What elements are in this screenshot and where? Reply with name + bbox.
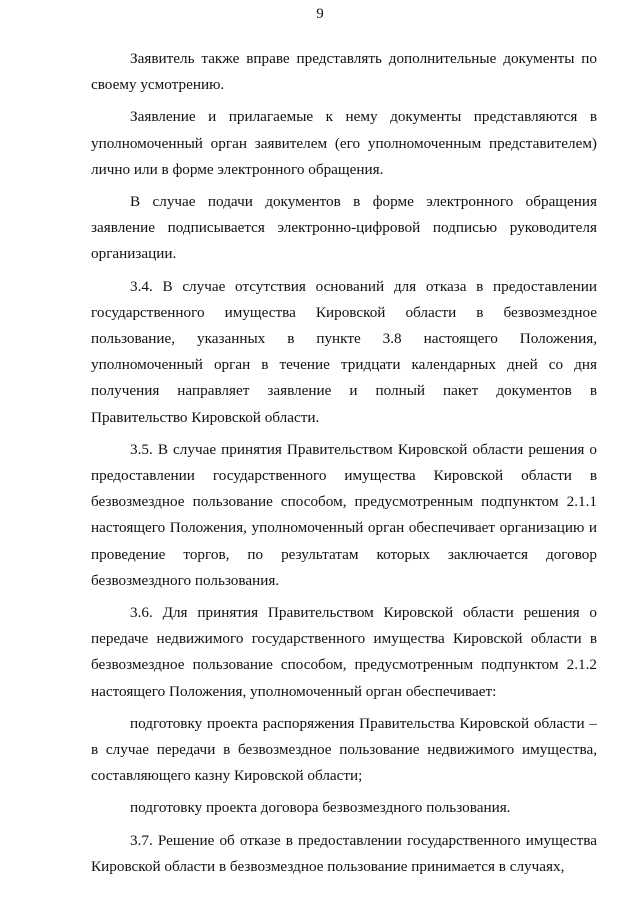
paragraph-3-6-item-contract: подготовку проекта договора безвозмездного пользования.: [130, 799, 511, 817]
document-body: [91, 46, 597, 880]
paragraph-3-6: 3.6. Для принятия Правительством Кировской области решения о передаче недвижимого государственного имущества Кировской области в безвозмездное пользование способом, предусмотренным подпунктом 2.1.2 настоящего Положения, уполномоченный орган обеспечивает:: [91, 604, 597, 700]
paragraph-3-6-item-order: подготовку проекта распоряжения Правительства Кировской области – в случае передачи в безвозмездное пользование недвижимого имущества, составляющего казну Кировской области;: [91, 714, 597, 785]
paragraph-3-7: 3.7. Решение об отказе в предоставлении государственного имущества Кировской области в безвозмездное пользование принимается в случаях,: [91, 831, 597, 875]
paragraph-submission-method: Заявление и прилагаемые к нему документы представляются в уполномоченный орган заявителем (его уполномоченным представителем) лично или в форме электронного обращения.: [91, 108, 597, 178]
paragraph-additional-documents: Заявитель также вправе представлять дополнительные документы по своему усмотрению.: [91, 50, 597, 94]
paragraph-3-5: 3.5. В случае принятия Правительством Кировской области решения о предоставлении государственного имущества Кировской области в безвозмездное пользование способом, предусмотренным подпунктом 2.1.1 настоящего Положения, уполномоченный орган обеспечивает организацию и проведение торгов, по результатам которых заключается договор безвозмездного пользования.: [91, 440, 597, 589]
paragraph-electronic-signature: В случае подачи документов в форме электронного обращения заявление подписывается электронно-цифровой подписью руководителя организации.: [91, 193, 597, 263]
paragraph-3-4: 3.4. В случае отсутствия оснований для отказа в предоставлении государственного имущества Кировской области в безвозмездное пользование, указанных в пункте 3.8 настоящего Положения, уполномоченный орган в течение тридцати календарных дней со дня получения направляет заявление и полный пакет документов в Правительство Кировской области.: [91, 277, 597, 426]
page-number: 9: [316, 6, 324, 22]
